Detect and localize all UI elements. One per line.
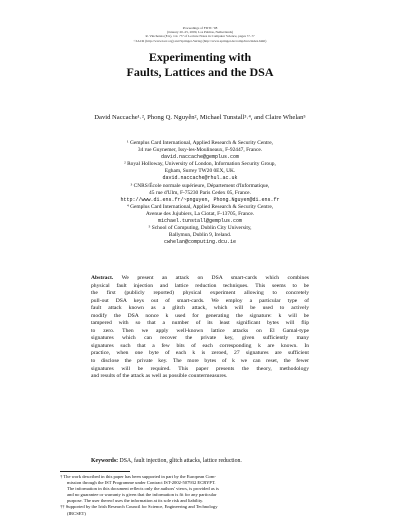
abstract-line: to zero. Then we apply well-known lattice attacks on El Gamal-type <box>91 327 309 334</box>
abstract-line: physical fault injection and lattice reduction techniques. This seems to be <box>91 282 309 289</box>
affiliation-email: david.naccache@gemplus.com <box>160 154 239 161</box>
abstract-line: tampered with so that a number of its least significant bytes will flip <box>91 320 309 327</box>
proceedings-line: ©IACR (http://www.iacr.org) and Springer-Verlag (http://www.springer.de/comp/lncs/index.html) <box>133 38 267 43</box>
affiliation-line: 34 rue Guynemer, Issy-les-Moulineaux, F-92447, France. <box>137 147 263 154</box>
abstract-line: signatures will be required. This paper presents the theory, methodology <box>91 365 309 372</box>
affiliation-line: ³ CNRS/École normale supérieure, Département d'Informatique, <box>130 182 270 189</box>
affiliation-line: ⁵ School of Computing, Dublin City University, <box>148 225 252 232</box>
footnote-line: and no guarantee or warranty is given that the information is fit for any particular <box>67 492 217 498</box>
affiliation-line: ⁴ Gemplus Card International, Applied Research & Security Centre, <box>126 203 274 210</box>
abstract-line: signatures such that a few bits of each corresponding k are known. In <box>91 342 309 349</box>
abstract-line: practice, when one byte of each k is zeroed, 27 signatures are sufficient <box>91 350 309 357</box>
affiliation-line: Avenue des Jujubiers, La Ciotat, F-13705, France. <box>145 210 255 217</box>
abstract-line: and results of the attack as well as possible countermeasures. <box>91 373 228 380</box>
proceedings-line: Proceedings of FDTC '08 <box>182 26 218 30</box>
footnote-line: mission through the IST Programme under Contract IST-2002-507932 ECRYPT. <box>67 480 216 486</box>
keywords <box>91 458 309 466</box>
footnote-line: purpose. The user thereof uses the information at its sole risk and liability. <box>67 498 204 504</box>
abstract-line: the first (publicly reported) physical experiment allowing to concretely <box>91 290 309 297</box>
proceedings-line: R. Vinchenza (Ed.), vol. ??? of Lecture Notes in Computer Science, pages ??–?? <box>145 34 255 39</box>
abstract-line: pull-out DSA keys out of smart-cards. We employ a particular type of <box>91 297 309 304</box>
proceedings-line: (January 20–25, 2009, Los Palmas, Netherlands) <box>166 30 234 35</box>
abstract-text: We present an attack on DSA smart-cards which combines <box>121 275 309 281</box>
footnote-line: †† Supported by the Irish Research Council for Science, Engineering and Technology <box>60 504 218 510</box>
paper-title <box>0 50 400 80</box>
affiliations <box>100 140 300 246</box>
title-line-1: Experimenting with <box>148 50 252 64</box>
affiliation-email: michael.tunstall@gemplus.com <box>157 218 242 225</box>
keywords-text: DSA, fault injection, glitch attacks, lattice reduction. <box>119 458 242 464</box>
affiliation-line: Ballymun, Dublin 9, Ireland. <box>168 232 232 239</box>
abstract <box>91 275 309 381</box>
affiliation-line: ² Royal Holloway, University of London, Information Security Group, <box>124 161 276 168</box>
proceedings-header <box>0 26 400 43</box>
author-list: David Naccache¹˒², Phong Q. Nguyễn², Michael Tunstall³˒⁴, and Claire Whelan⁵ <box>94 114 306 121</box>
abstract-line: signatures which can recover the private key, given sufficiently many <box>91 335 309 342</box>
abstract-label: Abstract. <box>91 275 114 281</box>
footnote-line: The information in this document reflects only the authors' views, is provided as is <box>67 486 219 492</box>
abstract-line: to disclose the private key. The more bytes of k we can reset, the fewer <box>91 358 309 365</box>
affiliation-line: Egham, Surrey TW20 0EX, UK. <box>164 168 236 175</box>
affiliation-email: http://www.di.ens.fr/~pnguyen, Phong.Nguyen@di.ens.fr <box>120 196 280 203</box>
affiliation-line: 45 rue d'Ulm, F-75230 Paris Cedex 05, France. <box>149 189 251 196</box>
affiliation-line: ¹ Gemplus Card International, Applied Research & Security Centre, <box>127 140 273 146</box>
abstract-line <box>91 275 309 283</box>
footnote-divider <box>60 471 130 472</box>
affiliation-email: cwhelan@computing.dcu.ie <box>163 239 236 246</box>
abstract-line: modify the DSA nonce k used for generating the signature: k will be <box>91 312 309 319</box>
title-line-2: Faults, Lattices and the DSA <box>126 65 274 79</box>
affiliation-email: david.naccache@rhul.ac.uk <box>162 175 238 182</box>
keywords-label: Keywords: <box>91 458 119 464</box>
abstract-line: fault attack known as a glitch attack, which will be used to actively <box>91 305 309 312</box>
footnote-line: † The work described in this paper has been supported in part by the European Com- <box>60 474 216 479</box>
footnote-line: (IRCSET) <box>67 510 86 516</box>
footnotes <box>60 474 340 517</box>
